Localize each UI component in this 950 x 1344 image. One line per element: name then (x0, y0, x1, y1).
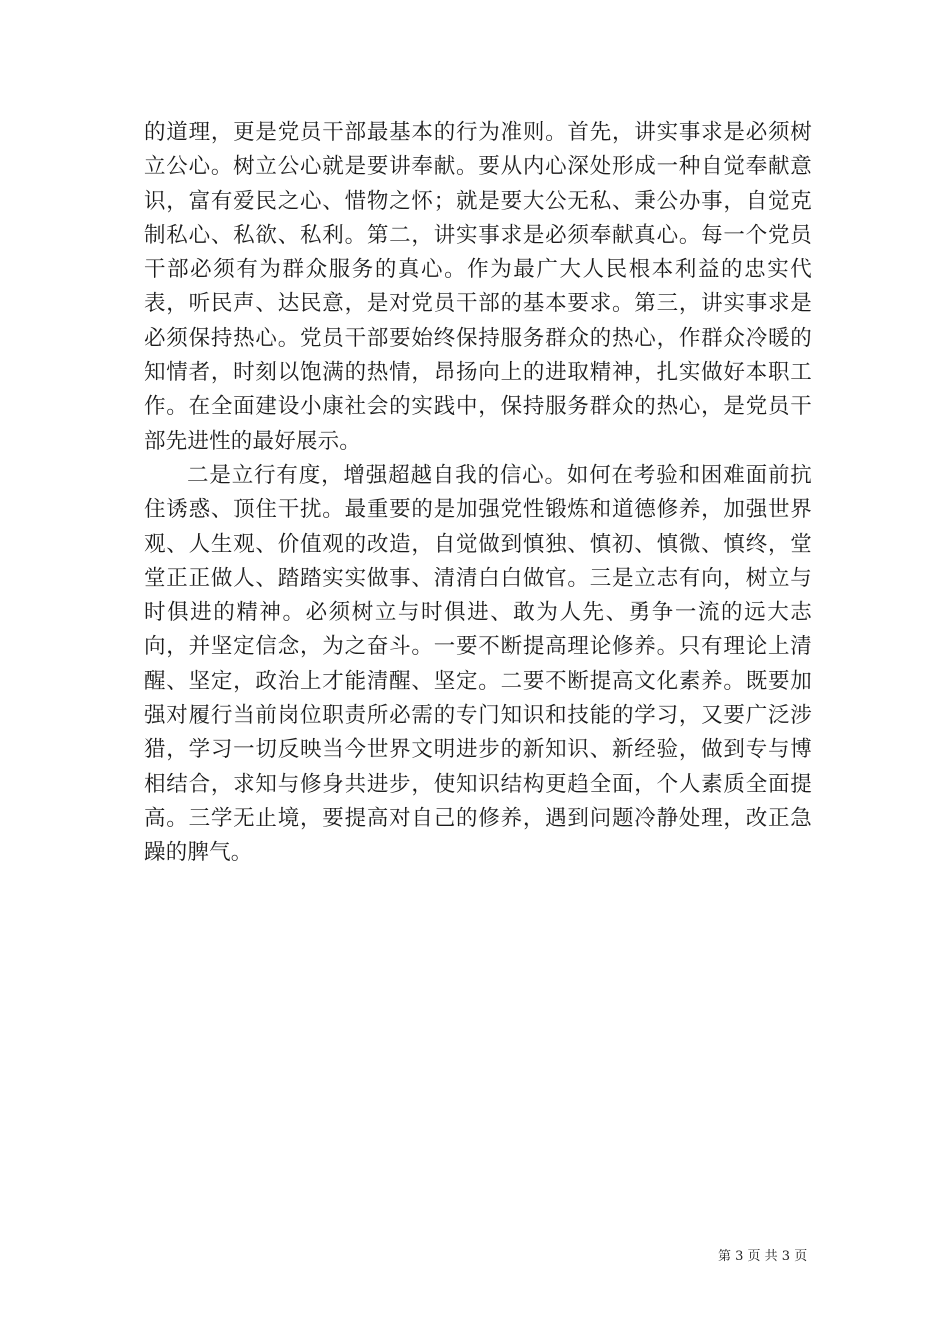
body-text (144, 116, 812, 871)
paragraph-1: 的道理，更是党员干部最基本的行为准则。首先，讲实事求是必须树立公心。树立公心就是要讲奉献。要从内心深处形成一种自觉奉献意识，富有爱民之心、惜物之怀；就是要大公无私、秉公办事，自觉克制私心、私欲、私利。第二，讲实事求是必须奉献真心。每一个党员干部必须有为群众服务的真心。作为最广大人民根本利益的忠实代表，听民声、达民意，是对党员干部的基本要求。第三，讲实事求是必须保持热心。党员干部要始终保持服务群众的热心，作群众冷暖的知情者，时刻以饱满的热情，昂扬向上的进取精神，扎实做好本职工作。在全面建设小康社会的实践中，保持服务群众的热心，是党员干部先进性的最好展示。 (144, 120, 812, 454)
page-number-footer: 第 3 页 共 3 页 (718, 1249, 808, 1264)
paragraph-2: 二是立行有度，增强超越自我的信心。如何在考验和困难面前抗住诱惑、顶住干扰。最重要的是加强党性锻炼和道德修养，加强世界观、人生观、价值观的改造，自觉做到慎独、慎初、慎微、慎终，堂堂正正做人、踏踏实实做事、清清白白做官。三是立志有向，树立与时俱进的精神。必须树立与时俱进、敢为人先、勇争一流的远大志向，并坚定信念，为之奋斗。一要不断提高理论修养。只有理论上清醒、坚定，政治上才能清醒、坚定。二要不断提高文化素养。既要加强对履行当前岗位职责所必需的专门知识和技能的学习，又要广泛涉猎，学习一切反映当今世界文明进步的新知识、新经验，做到专与博相结合，求知与修身共进步，使知识结构更趋全面，个人素质全面提高。三学无止境，要提高对自己的修养，遇到问题冷静处理，改正急躁的脾气。 (144, 462, 812, 866)
